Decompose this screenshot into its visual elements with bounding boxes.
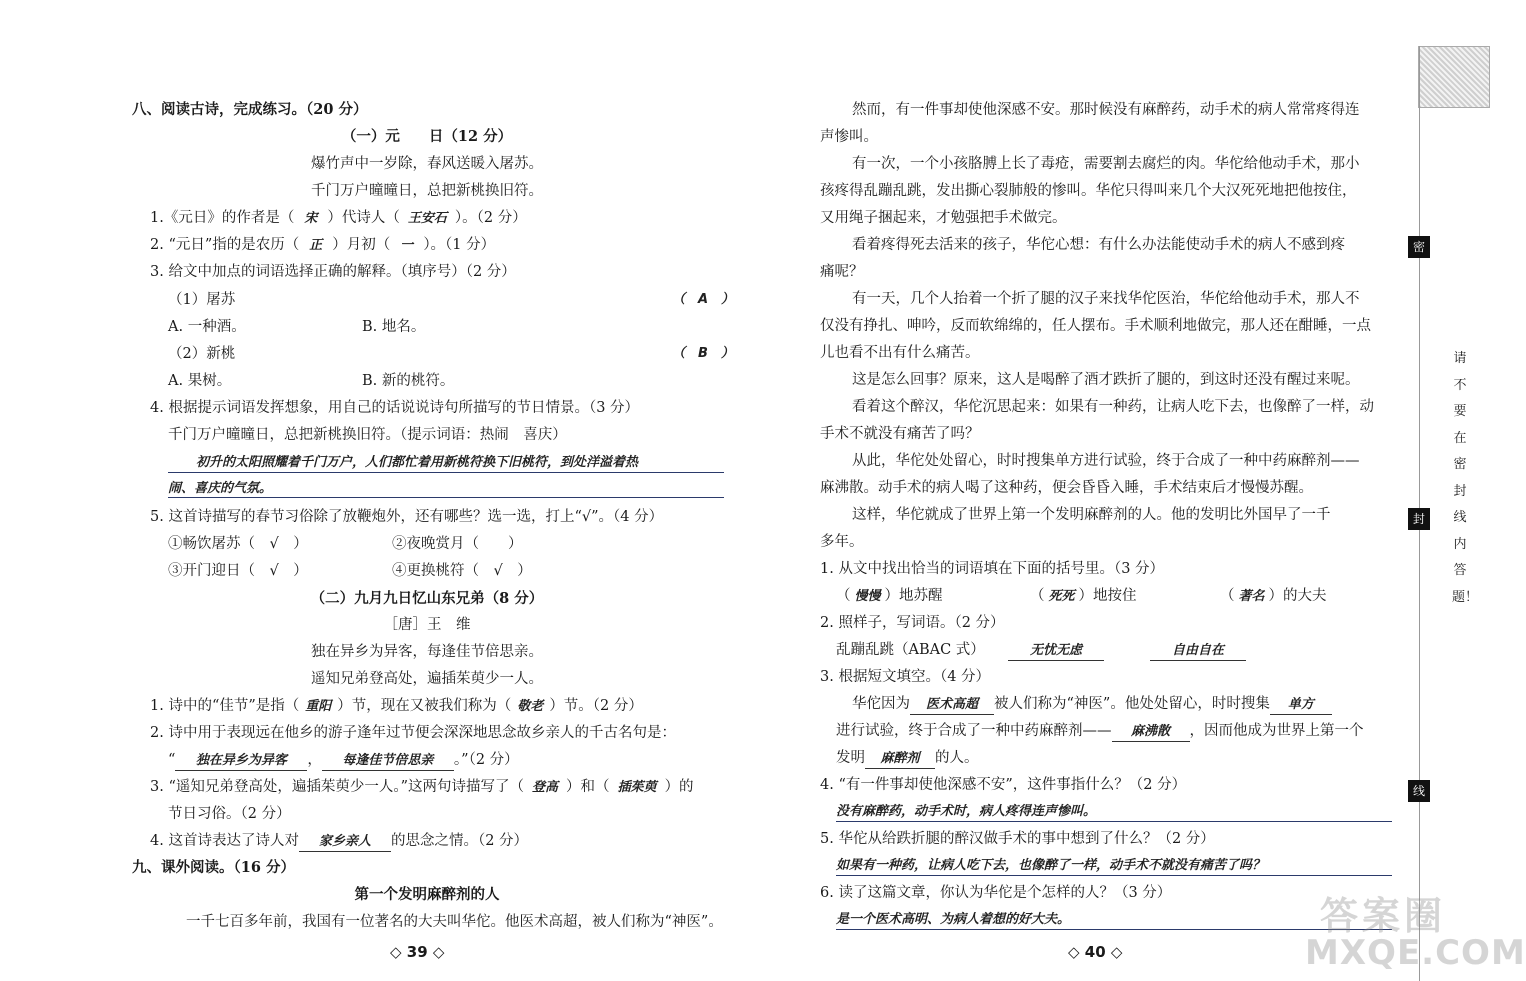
answer-blank: 每逢佳节倍思亲: [322, 752, 454, 771]
option-a: A. 果树。: [168, 373, 232, 389]
poem-2-question-3-cont: 节日习俗。（2 分）: [168, 806, 291, 822]
answer-text: 敬老: [517, 699, 544, 714]
answer-text: 插茱萸: [617, 780, 657, 795]
answer-text: 初升的太阳照耀着千门万户，人们都忙着用新桃符换下旧桃符，到处洋溢着热: [196, 455, 639, 470]
answer-text: 死死: [1048, 589, 1075, 604]
seal-label: 线: [1408, 780, 1430, 802]
seal-label: 封: [1408, 508, 1430, 530]
story-paragraph: 这样，华佗就成了世界上第一个发明麻醉剂的人。他的发明比外国早了一千: [852, 507, 1331, 523]
checkbox-option: ④更换桃符（ √ ）: [392, 563, 532, 579]
story-paragraph: 声惨叫。: [820, 129, 878, 145]
answer-text: 著名: [1238, 589, 1265, 604]
answer-text: 重阳: [305, 699, 332, 714]
poem-2-author: ［唐］王 维: [383, 617, 471, 633]
question-3-2: （2）新桃: [168, 346, 236, 362]
answer-blank: 单方: [1270, 696, 1332, 715]
question-2-example: 乱蹦乱跳（ABAC 式）: [836, 642, 985, 658]
right-page: [750, 0, 1410, 981]
question-3: 3. 给文中加点的词语选择正确的解释。（填序号）（2 分）: [150, 264, 516, 280]
question-1: 1. 从文中找出恰当的词语填在下面的括号里。（3 分）: [820, 561, 1165, 577]
question-2: 2. “元日”指的是农历（ 正 ）月初（ 一 ）。（1 分）: [150, 237, 496, 253]
answer-text: 如果有一种药，让病人吃下去，也像醉了一样，动手术不就没有痛苦了吗？: [836, 858, 1266, 873]
answer-text: 没有麻醉药，动手术时，病人疼得连声惨叫。: [836, 804, 1097, 819]
page-number: ◇ 39 ◇: [390, 943, 445, 961]
question-1-answer-1: （ 慢慢 ）地苏醒: [836, 588, 943, 604]
checkbox-option: ③开门迎日（ √ ）: [168, 563, 308, 579]
poem-2-line-2: 遥知兄弟登高处，遍插茱萸少一人。: [311, 671, 543, 687]
question-1-answer-3: （ 著名 ）的大夫: [1220, 588, 1327, 604]
checkbox-option: ①畅饮屠苏（ √ ）: [168, 536, 308, 552]
question-5: 5. 华佗从给跌折腿的醉汉做手术的事中想到了什么？（2 分）: [820, 831, 1215, 847]
story-paragraph: 然而，有一件事却使他深感不安。那时候没有麻醉药，动手术的病人常常疼得连: [852, 102, 1360, 118]
answer-text: 宋: [304, 211, 318, 226]
poem-2-question-4: 4. 这首诗表达了诗人对 家乡亲人 的思念之情。（2 分）: [150, 831, 528, 852]
answer-choice: （ A ）: [672, 292, 735, 307]
answer-blank: 独在异乡为异客: [175, 752, 307, 771]
story-paragraph: 有一天，几个人抬着一个折了腿的汉子来找华佗医治，华佗给他动手术，那人不: [852, 291, 1360, 307]
story-paragraph: 这是怎么回事？原来，这人是喝醉了酒才跌折了腿的，到这时还没有醒过来呢。: [852, 372, 1360, 388]
answer-blank: 医术高超: [910, 696, 994, 715]
answer-blank: 自由自在: [1150, 642, 1246, 661]
story-paragraph: 看着疼得死去活来的孩子，华佗心想：有什么办法能使动手术的病人不感到疼: [852, 237, 1345, 253]
watermark-text: 答案圈: [1320, 894, 1447, 938]
answer-text: 正: [309, 238, 323, 253]
option-b: B. 新的桃符。: [362, 373, 455, 389]
answer-blank: 麻沸散: [1112, 723, 1190, 742]
story-paragraph: 看着这个醉汉，华佗沉思起来：如果有一种药，让病人吃下去，也像醉了一样，动: [852, 399, 1374, 415]
option-b: B. 地名。: [362, 319, 426, 335]
answer-choice: （ B ）: [672, 346, 734, 361]
question-3-line-3: 发明 麻醉剂 的人。: [836, 748, 979, 769]
question-3-line-1: 华佗因为 医术高超 被人们称为“神医”。他处处留心，时时搜集 单方: [852, 694, 1332, 715]
story-title: 第一个发明麻醉剂的人: [354, 886, 500, 903]
poem-2-line-1: 独在异乡为异客，每逢佳节倍思亲。: [311, 644, 543, 660]
question-5: 5. 这首诗描写的春节习俗除了放鞭炮外，还有哪些？选一选，打上“√”。（4 分）: [150, 509, 664, 525]
option-a: A. 一种酒。: [168, 319, 246, 335]
question-3-line-2: 进行试验，终于合成了一种中药麻醉剂—— 麻沸散 ，因而他成为世界上第一个: [836, 721, 1364, 742]
answer-text: 慢慢: [854, 589, 881, 604]
poem-2-answer-2: “ 独在异乡为异客 ， 每逢佳节倍思亲 。”（2 分）: [168, 750, 519, 771]
question-1-answer-2: （ 死死 ）地按住: [1030, 588, 1137, 604]
answer-line: [168, 472, 724, 473]
question-1: 1.《元日》的作者是（ 宋 ）代诗人（ 王安石 ）。（2 分）: [150, 210, 527, 226]
answer-line: [836, 821, 1392, 822]
answer-text: 登高: [532, 780, 559, 795]
question-6: 6. 读了这篇文章，你认为华佗是个怎样的人？（3 分）: [820, 885, 1172, 901]
story-paragraph: 痛呢？: [820, 264, 864, 280]
binding-texture: [1418, 46, 1490, 108]
story-paragraph: 麻沸散。动手术的病人喝了这种药，便会昏昏入睡，手术结束后才慢慢苏醒。: [820, 480, 1313, 496]
answer-line: [168, 497, 724, 498]
poem-2-question-3: 3. “遥知兄弟登高处，遍插茱萸少一人。”这两句诗描写了（ 登高 ）和（ 插茱萸 ）的: [150, 779, 694, 795]
binding-strip: [1412, 46, 1488, 981]
question-2-answer-2: [1150, 640, 1246, 661]
section-8-title: 八、阅读古诗，完成练习。（20 分）: [132, 101, 368, 118]
question-2-answer-1: [1008, 640, 1104, 661]
story-paragraph: 孩疼得乱蹦乱跳，发出撕心裂肺般的惨叫。华佗只得叫来几个大汉死死地把他按住，: [820, 183, 1357, 199]
question-3-1: （1）屠苏: [168, 292, 236, 308]
answer-blank: 无忧无虑: [1008, 642, 1104, 661]
question-2: 2. 照样子，写词语。（2 分）: [820, 615, 1005, 631]
story-paragraph: 从此，华佗处处留心，时时搜集单方进行试验，终于合成了一种中药麻醉剂——: [852, 453, 1360, 469]
story-paragraph: 一千七百多年前，我国有一位著名的大夫叫华佗。他医术高超，被人们称为“神医”。: [186, 914, 723, 930]
answer-text: 闹、喜庆的气氛。: [168, 481, 273, 496]
binding-notice: 请不要在密封线内答题！: [1452, 351, 1479, 605]
answer-text: 王安石: [407, 211, 447, 226]
story-paragraph: 有一次，一个小孩胳膊上长了毒疮，需要割去腐烂的肉。华佗给他动手术，那小: [852, 156, 1360, 172]
story-paragraph: 又用绳子捆起来，才勉强把手术做完。: [820, 210, 1067, 226]
question-4: 4. 根据提示词语发挥想象，用自己的话说说诗句所描写的节日情景。（3 分）: [150, 400, 640, 416]
watermark: [1300, 885, 1526, 975]
answer-text: 是一个医术高明、为病人着想的好大夫。: [836, 912, 1071, 927]
page-number: ◇ 40 ◇: [1068, 943, 1123, 961]
watermark-url: MXQE.COM: [1305, 933, 1526, 973]
story-paragraph: 多年。: [820, 534, 864, 550]
story-paragraph: 仅没有挣扎、呻吟，反而软绵绵的，任人摆布。手术顺利地做完，那人还在酣睡，一点: [820, 318, 1371, 334]
poem-1-line-2: 千门万户曈曈日，总把新桃换旧符。: [311, 183, 543, 199]
seal-label: 密: [1408, 236, 1430, 258]
poem-2-question-2: 2. 诗中用于表现远在他乡的游子逢年过节便会深深地思念故乡亲人的千古名句是：: [150, 725, 676, 741]
answer-blank: 家乡亲人: [299, 833, 391, 852]
poem-1-line-1: 爆竹声中一岁除，春风送暖入屠苏。: [311, 156, 543, 172]
answer-blank: 麻醉剂: [865, 750, 935, 769]
story-paragraph: 手术不就没有痛苦了吗？: [820, 426, 980, 442]
story-paragraph: 儿也看不出有什么痛苦。: [820, 345, 980, 361]
poem-1-title: （一）元 日（12 分）: [341, 128, 513, 145]
poem-2-question-1: 1. 诗中的“佳节”是指（ 重阳 ）节，现在又被我们称为（ 敬老 ）节。（2 分）: [150, 698, 643, 714]
question-4: 4. “有一件事却使他深感不安”，这件事指什么？（2 分）: [820, 777, 1187, 793]
question-4-prompt: 千门万户曈曈日，总把新桃换旧符。（提示词语：热闹 喜庆）: [168, 427, 567, 443]
left-page: [0, 0, 750, 981]
poem-2-title: （二）九月九日忆山东兄弟（8 分）: [310, 590, 544, 607]
question-3: 3. 根据短文填空。（4 分）: [820, 669, 991, 685]
answer-text: 一: [400, 238, 414, 253]
answer-line: [836, 875, 1392, 876]
checkbox-option: ②夜晚赏月（ ）: [392, 536, 523, 552]
section-9-title: 九、课外阅读。（16 分）: [132, 859, 295, 876]
